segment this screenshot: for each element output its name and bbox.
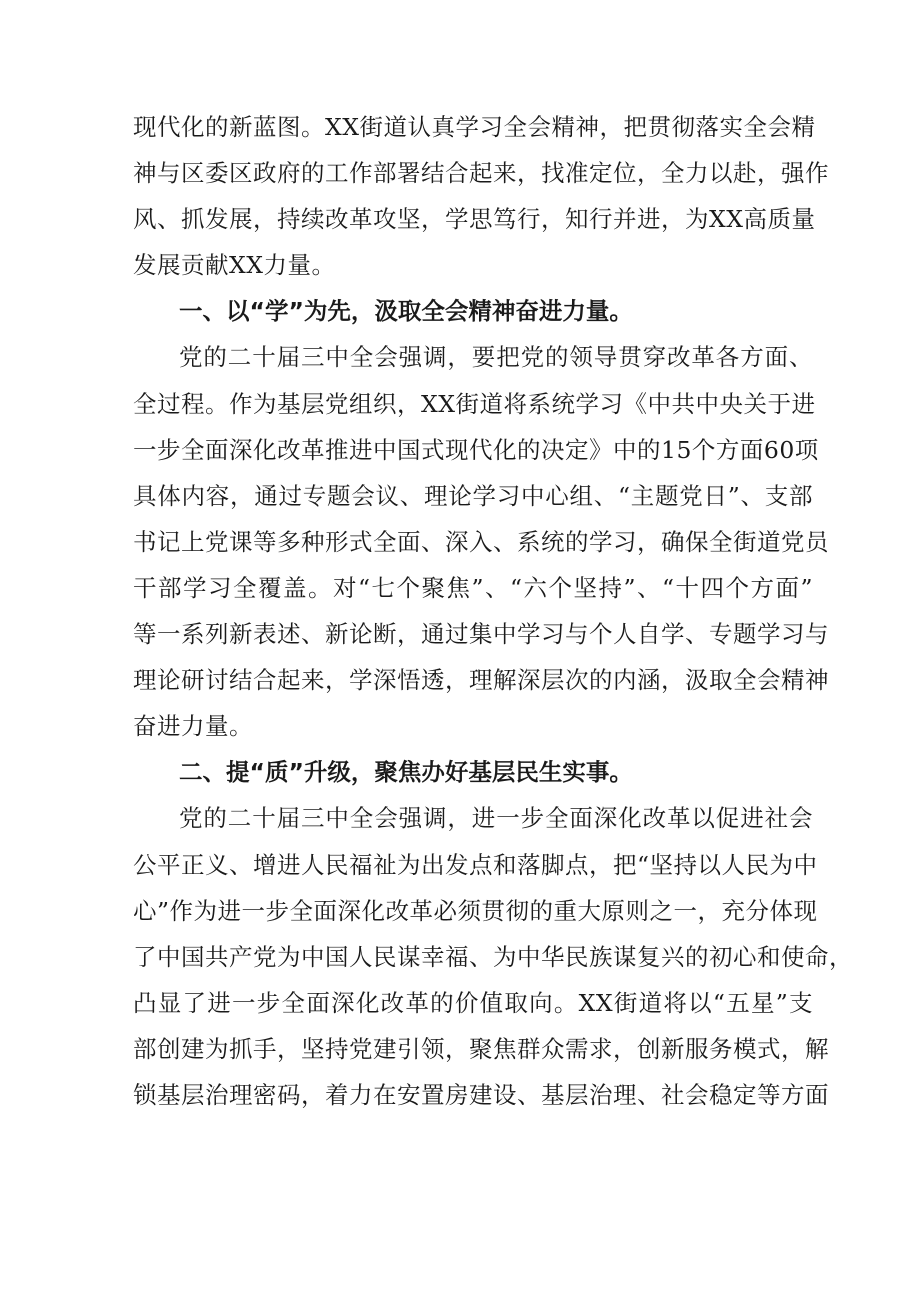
paragraph-line: 等一系列新表述、新论断，通过集中学习与个人自学、专题学习与 [133,620,829,649]
paragraph-line: 锁基层治理密码，着力在安置房建设、基层治理、社会稳定等方面 [133,1080,829,1109]
paragraph-line: 部创建为抓手，坚持党建引领，聚焦群众需求，创新服务模式，解 [133,1034,829,1063]
paragraph-line: 党的二十届三中全会强调，进一步全面深化改革以促进社会 [179,804,813,833]
paragraph-line: 了中国共产党为中国人民谋幸福、为中华民族谋复兴的初心和使命， [133,942,853,971]
paragraph-line: 现代化的新蓝图。XX街道认真学习全会精神，把贯彻落实全会精 [133,113,816,141]
paragraph-line: 具体内容，通过专题会议、理论学习中心组、“主题党日”、支部 [133,481,813,510]
section-1-paragraph [133,334,829,749]
document-body [133,104,853,1118]
section-heading-2: 二、提“质”升级，聚焦办好基层民生实事。 [179,758,633,787]
paragraph-line: 心”作为进一步全面深化改革必须贯彻的重大原则之一，充分体现 [133,896,818,925]
paragraph-line: 神与区委区政府的工作部署结合起来，找准定位，全力以赴，强作 [133,159,829,188]
paragraph-line: 一步全面深化改革推进中国式现代化的决定》中的15个方面60项 [133,435,819,464]
paragraph-line: 党的二十届三中全会强调，要把党的领导贯穿改革各方面、 [179,343,813,372]
paragraph-line: 风、抓发展，持续改革攻坚，学思笃行，知行并进，为XX高质量 [133,205,816,234]
paragraph-line: 发展贡献XX力量。 [133,251,336,280]
paragraph-line: 全过程。作为基层党组织，XX街道将系统学习《中共中央关于进 [133,389,816,418]
paragraph-line: 书记上党课等多种形式全面、深入、系统的学习，确保全街道党员 [133,527,829,556]
section-2-paragraph [133,795,853,1118]
paragraph-line: 凸显了进一步全面深化改革的价值取向。XX街道将以“五星”支 [133,988,813,1017]
intro-paragraph [133,104,829,288]
paragraph-line: 公平正义、增进人民福祉为出发点和落脚点，把“坚持以人民为中 [133,850,818,879]
paragraph-line: 理论研讨结合起来，学深悟透，理解深层次的内涵，汲取全会精神 [133,666,829,695]
paragraph-line: 奋进力量。 [133,712,253,741]
paragraph-line: 干部学习全覆盖。对“七个聚焦”、“六个坚持”、“十四个方面” [133,573,813,602]
section-heading-1: 一、以“学”为先，汲取全会精神奋进力量。 [179,297,633,326]
